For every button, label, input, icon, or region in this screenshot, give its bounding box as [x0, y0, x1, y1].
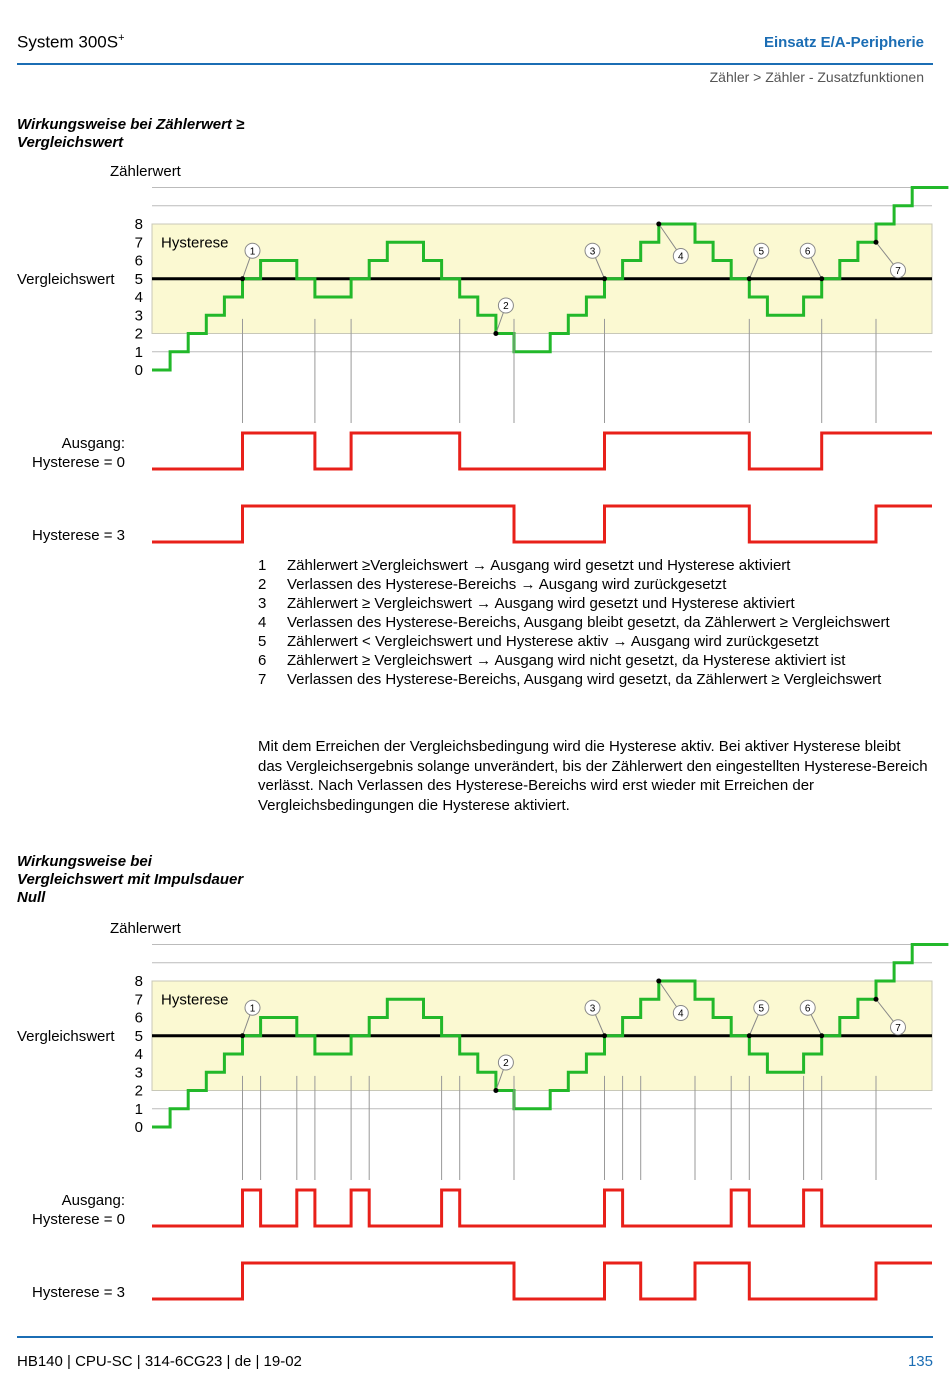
- marker-number: 4: [678, 1008, 684, 1020]
- legend-number: 7: [258, 671, 267, 688]
- output-label-line1: Ausgang:: [61, 435, 125, 452]
- legend-text: Verlassen des Hysterese-Bereichs → Ausgang wird zurückgesetzt: [287, 576, 727, 593]
- output-label-hysteresis-3: Hysterese = 3: [32, 1284, 125, 1301]
- marker-number: 4: [678, 251, 684, 263]
- marker-number: 1: [249, 1003, 256, 1015]
- section-2-title: Wirkungsweise bei Vergleichswert mit Impulsdauer Null: [17, 853, 244, 906]
- legend-item: [258, 613, 938, 632]
- legend-item: [258, 556, 938, 575]
- legend-number: 1: [258, 557, 267, 574]
- header-rule: [17, 63, 933, 65]
- y-tick-label: 5: [134, 270, 143, 288]
- y-tick-label: 5: [134, 1027, 143, 1045]
- marker-number: 6: [804, 1003, 811, 1015]
- legend-item: [258, 632, 938, 651]
- event-dot: [656, 979, 661, 984]
- y-tick-label: 0: [134, 362, 143, 379]
- event-dot: [874, 997, 879, 1002]
- y-tick-label: 6: [134, 252, 143, 270]
- y-tick-label: 3: [134, 1064, 143, 1082]
- legend-number: 2: [258, 576, 267, 593]
- footer-rule: [17, 1336, 933, 1338]
- event-dot: [747, 1033, 752, 1038]
- footer-doc-id: HB140 | CPU-SC | 314-6CG23 | de | 19-02: [17, 1353, 302, 1370]
- legend-number: 5: [258, 633, 267, 650]
- breadcrumb: Zähler > Zähler - Zusatzfunktionen: [709, 69, 924, 85]
- y-axis-title: Zählerwert: [110, 920, 181, 937]
- compare-value-label: Vergleichswert: [17, 270, 115, 288]
- y-tick-label: 3: [134, 307, 143, 325]
- y-tick-label: 4: [134, 289, 143, 306]
- legend-item: [258, 575, 938, 594]
- marker-number: 5: [758, 246, 765, 258]
- y-tick-label: 2: [134, 1082, 143, 1100]
- output-trace-hysteresis-3: [152, 1263, 932, 1299]
- event-dot: [240, 1033, 245, 1038]
- y-tick-label: 1: [134, 343, 143, 361]
- legend-item: [258, 670, 938, 689]
- legend-item: [258, 651, 938, 670]
- section-1-title: Wirkungsweise bei Zählerwert ≥ Vergleichswert: [17, 116, 245, 151]
- timing-diagram-2: [0, 915, 950, 1305]
- compare-value-label: Vergleichswert: [17, 1027, 115, 1045]
- legend-text: Zählerwert < Vergleichswert und Hysterese aktiv → Ausgang wird zurückgesetzt: [287, 633, 819, 650]
- y-tick-label: 7: [134, 991, 143, 1009]
- legend-number: 4: [258, 614, 267, 631]
- event-dot: [656, 222, 661, 227]
- y-tick-label: 4: [134, 1046, 143, 1063]
- y-tick-label: 6: [134, 1009, 143, 1027]
- marker-number: 7: [895, 265, 901, 277]
- event-dot: [819, 276, 824, 281]
- y-tick-label: 8: [134, 216, 143, 233]
- event-dot: [602, 276, 607, 281]
- explanation-paragraph: Mit dem Erreichen der Vergleichsbedingung wird die Hysterese aktiv. Bei aktiver Hysterese bleibt das Vergleichsergebnis solange unverändert, bis der Zählerwert den eingestellten Hysterese-Bereich verlässt. Nach Verlassen des Hysterese-Bereichs wird erst wieder mit Erreichen der Vergleichsbedingungen die Hysterese aktiviert.: [258, 738, 928, 814]
- legend-text: Zählerwert ≥ Vergleichswert → Ausgang wird nicht gesetzt, da Hysterese aktiviert ist: [287, 652, 846, 669]
- marker-number: 2: [503, 1058, 509, 1069]
- marker-number: 3: [589, 246, 596, 258]
- event-dot: [602, 1033, 607, 1038]
- marker-number: 6: [804, 246, 811, 258]
- legend-text: Verlassen des Hysterese-Bereichs, Ausgang wird gesetzt, da Zählerwert ≥ Vergleichswert: [287, 671, 882, 688]
- y-tick-label: 8: [134, 973, 143, 990]
- marker-number: 2: [503, 301, 509, 312]
- event-dot: [819, 1033, 824, 1038]
- manual-title: [17, 32, 125, 53]
- legend-number: 6: [258, 652, 267, 669]
- legend-text: Verlassen des Hysterese-Bereichs, Ausgang bleibt gesetzt, da Zählerwert ≥ Vergleichswert: [287, 614, 890, 631]
- marker-number: 7: [895, 1022, 901, 1034]
- manual-title-text: System 300S: [17, 32, 119, 52]
- y-tick-label: 2: [134, 325, 143, 343]
- legend-text: Zählerwert ≥Vergleichswert → Ausgang wird gesetzt und Hysterese aktiviert: [287, 557, 791, 574]
- output-trace-hysteresis-3: [152, 506, 932, 542]
- manual-title-sup: +: [118, 32, 125, 44]
- event-dot: [874, 240, 879, 245]
- output-label-hysteresis-3: Hysterese = 3: [32, 527, 125, 544]
- output-trace-hysteresis-0: [152, 1190, 932, 1226]
- legend-item: [258, 594, 938, 613]
- marker-number: 5: [758, 1003, 765, 1015]
- hysteresis-label: Hysterese: [161, 234, 229, 252]
- output-label-line2: Hysterese = 0: [32, 1211, 125, 1228]
- page-number: 135: [907, 1353, 933, 1370]
- event-dot: [493, 331, 498, 336]
- timing-diagram-1: [0, 158, 950, 548]
- legend-text: Zählerwert ≥ Vergleichswert → Ausgang wird gesetzt und Hysterese aktiviert: [287, 595, 795, 612]
- y-tick-label: 7: [134, 234, 143, 252]
- legend-list: [258, 556, 938, 689]
- y-tick-label: 1: [134, 1100, 143, 1118]
- event-dot: [240, 276, 245, 281]
- marker-number: 1: [249, 246, 256, 258]
- event-dot: [747, 276, 752, 281]
- output-trace-hysteresis-0: [152, 433, 932, 469]
- output-label-line1: Ausgang:: [61, 1192, 125, 1209]
- output-label-line2: Hysterese = 0: [32, 454, 125, 471]
- marker-number: 3: [589, 1003, 596, 1015]
- hysteresis-label: Hysterese: [161, 991, 229, 1009]
- y-tick-label: 0: [134, 1119, 143, 1136]
- legend-number: 3: [258, 595, 267, 612]
- chapter-title: Einsatz E/A-Peripherie: [763, 34, 924, 51]
- event-dot: [493, 1088, 498, 1093]
- y-axis-title: Zählerwert: [110, 163, 181, 180]
